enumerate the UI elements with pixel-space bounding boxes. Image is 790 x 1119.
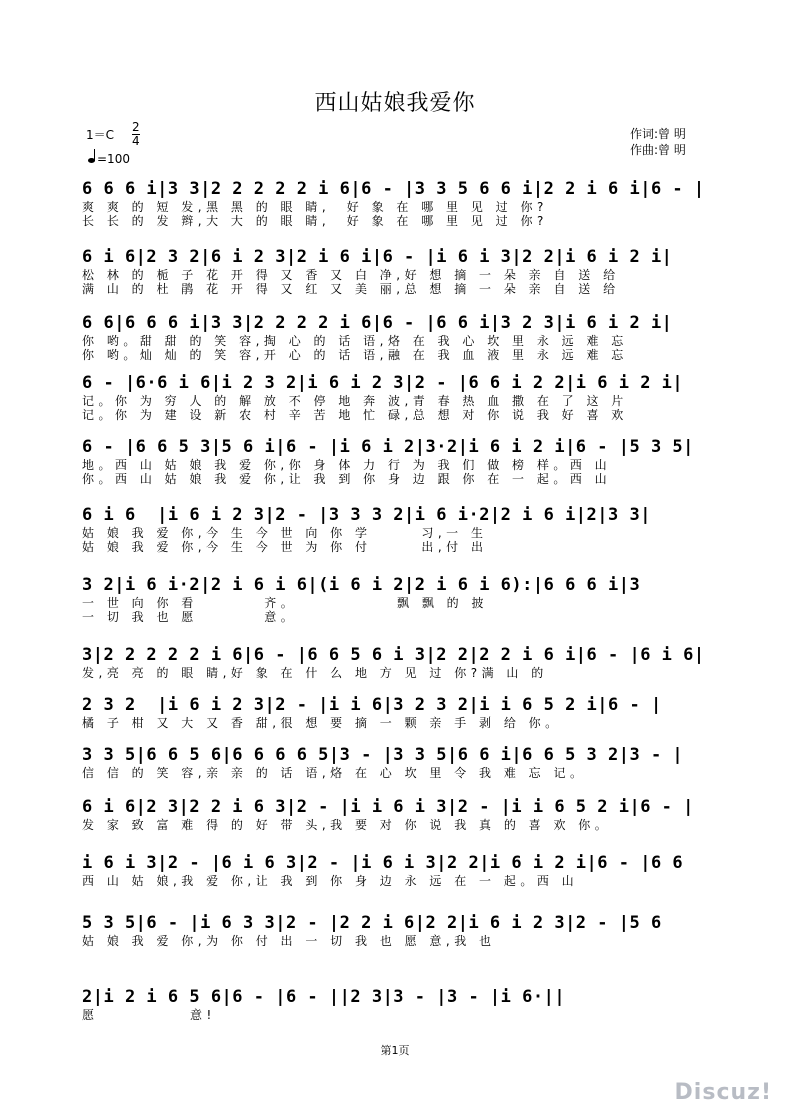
score-system	[82, 312, 722, 362]
time-sig-numerator: 2	[132, 120, 140, 134]
lyric-line-1: 西 山 姑 娘,我 爱 你,让 我 到 你 身 边 永 远 在 一 起。西 山	[82, 874, 579, 888]
score-system	[82, 852, 722, 888]
lyric-line-1: 记。你 为 穷 人 的 解 放 不 停 地 奔 波,青 春 热 血 撒 在 了 这 片	[82, 394, 628, 408]
score-system	[82, 436, 722, 486]
lyricist-credit: 作词:曾 明	[630, 127, 686, 141]
credits	[630, 126, 686, 158]
notation-line: 2|i 2 i 6 5 6|6 - |6 - ||2 3|3 - |3 - |i 6·||	[82, 987, 566, 1007]
key-signature	[86, 128, 114, 143]
score-system	[82, 694, 722, 730]
lyric-line-2: 满 山 的 杜 鹃 花 开 得 又 红 又 美 丽,总 想 摘 一 朵 亲 自 送 给	[82, 282, 620, 296]
lyric-line-1: 一 世 向 你 看 齐。 飘 飘 的 披	[82, 596, 488, 610]
lyric-line-2: 长 长 的 发 辫,大 大 的 眼 睛, 好 象 在 哪 里 见 过 你?	[82, 214, 548, 228]
score-system	[82, 372, 722, 422]
key-label: 1＝C	[86, 128, 115, 142]
tempo-value: =100	[97, 152, 130, 166]
lyric-line-1: 橘 子 柑 又 大 又 香 甜,很 想 要 摘 一 颗 亲 手 剥 给 你。	[82, 716, 562, 730]
notation-line: 3 3 5|6 6 5 6|6 6 6 6 5|3 - |3 3 5|6 6 i|6 6 5 3 2|3 - |	[82, 745, 684, 765]
lyric-line-1: 发 家 致 富 难 得 的 好 带 头,我 要 对 你 说 我 真 的 喜 欢 你。	[82, 818, 612, 832]
notation-line: 6 6 6 i|3 3|2 2 2 2 2 i 6|6 - |3 3 5 6 6 i|2 2 i 6 i|6 - |	[82, 179, 705, 199]
lyric-line-1: 你 哟。甜 甜 的 笑 容,掏 心 的 话 语,烙 在 我 心 坎 里 永 远 难 忘	[82, 334, 628, 348]
tempo-marking	[88, 152, 130, 166]
lyric-line-1: 信 信 的 笑 容,亲 亲 的 话 语,烙 在 心 坎 里 令 我 难 忘 记。	[82, 766, 587, 780]
score-system	[82, 246, 722, 296]
time-signature	[132, 121, 140, 148]
score-system	[82, 574, 722, 624]
composer-credit: 作曲:曾 明	[630, 143, 686, 157]
watermark-logo: Discuz!	[674, 1080, 772, 1105]
quarter-note-icon	[88, 158, 95, 163]
score-system	[82, 178, 722, 228]
score-system	[82, 912, 722, 948]
lyric-line-1: 愿 意!	[82, 1008, 216, 1022]
score-system	[82, 744, 722, 780]
lyric-line-1: 地。西 山 姑 娘 我 爱 你,你 身 体 力 行 为 我 们 做 榜 样。西 山	[82, 458, 612, 472]
notation-line: i 6 i 3|2 - |6 i 6 3|2 - |i 6 i 3|2 2|i 6 i 2 i|6 - |6 6	[82, 853, 684, 873]
notation-line: 6 - |6 6 5 3|5 6 i|6 - |i 6 i 2|3·2|i 6 i 2 i|6 - |5 3 5|	[82, 437, 694, 457]
notation-line: 3|2 2 2 2 2 i 6|6 - |6 6 5 6 i 3|2 2|2 2 i 6 i|6 - |6 i 6|	[82, 645, 705, 665]
page-number: 第1页	[380, 1044, 410, 1057]
song-title: 西山姑娘我爱你	[314, 91, 476, 116]
lyric-line-1: 爽 爽 的 短 发,黑 黑 的 眼 睛, 好 象 在 哪 里 见 过 你?	[82, 200, 548, 214]
score-system	[82, 986, 722, 1022]
time-sig-denominator: 4	[132, 134, 140, 148]
score-system	[82, 644, 722, 680]
lyric-line-1: 姑 娘 我 爱 你,为 你 付 出 一 切 我 也 愿 意,我 也	[82, 934, 496, 948]
lyric-line-2: 你。西 山 姑 娘 我 爱 你,让 我 到 你 身 边 跟 你 在 一 起。西 山	[82, 472, 612, 486]
lyric-line-2: 你 哟。灿 灿 的 笑 容,开 心 的 话 语,融 在 我 血 液 里 永 远 难 忘	[82, 348, 628, 362]
lyric-line-1: 姑 娘 我 爱 你,今 生 今 世 向 你 学 习,一 生	[82, 526, 488, 540]
notation-line: 2 3 2 |i 6 i 2 3|2 - |i i 6|3 2 3 2|i i 6 5 2 i|6 - |	[82, 695, 662, 715]
notation-line: 5 3 5|6 - |i 6 3 3|2 - |2 2 i 6|2 2|i 6 i 2 3|2 - |5 6	[82, 913, 662, 933]
lyric-line-1: 发,亮 亮 的 眼 睛,好 象 在 什 么 地 方 见 过 你?满 山 的	[82, 666, 548, 680]
notation-line: 6 i 6 |i 6 i 2 3|2 - |3 3 3 2|i 6 i·2|2 i 6 i|2|3 3|	[82, 505, 651, 525]
notation-line: 6 - |6·6 i 6|i 2 3 2|i 6 i 2 3|2 - |6 6 i 2 2|i 6 i 2 i|	[82, 373, 684, 393]
lyric-line-2: 一 切 我 也 愿 意。	[82, 610, 298, 624]
notation-line: 6 i 6|2 3 2|6 i 2 3|2 i 6 i|6 - |i 6 i 3|2 2|i 6 i 2 i|	[82, 247, 673, 267]
lyric-line-1: 松 林 的 栀 子 花 开 得 又 香 又 白 净,好 想 摘 一 朵 亲 自 送 给	[82, 268, 620, 282]
lyric-line-2: 姑 娘 我 爱 你,今 生 今 世 为 你 付 出,付 出	[82, 540, 488, 554]
notation-line: 6 6|6 6 6 i|3 3|2 2 2 2 i 6|6 - |6 6 i|3 2 3|i 6 i 2 i|	[82, 313, 673, 333]
notation-line: 3 2|i 6 i·2|2 i 6 i 6|(i 6 i 2|2 i 6 i 6):|6 6 6 i|3	[82, 575, 641, 595]
score-system	[82, 504, 722, 554]
score-system	[82, 796, 722, 832]
notation-line: 6 i 6|2 3|2 2 i 6 3|2 - |i i 6 i 3|2 - |i i 6 5 2 i|6 - |	[82, 797, 694, 817]
lyric-line-2: 记。你 为 建 设 新 农 村 辛 苦 地 忙 碌,总 想 对 你 说 我 好 喜 欢	[82, 408, 628, 422]
